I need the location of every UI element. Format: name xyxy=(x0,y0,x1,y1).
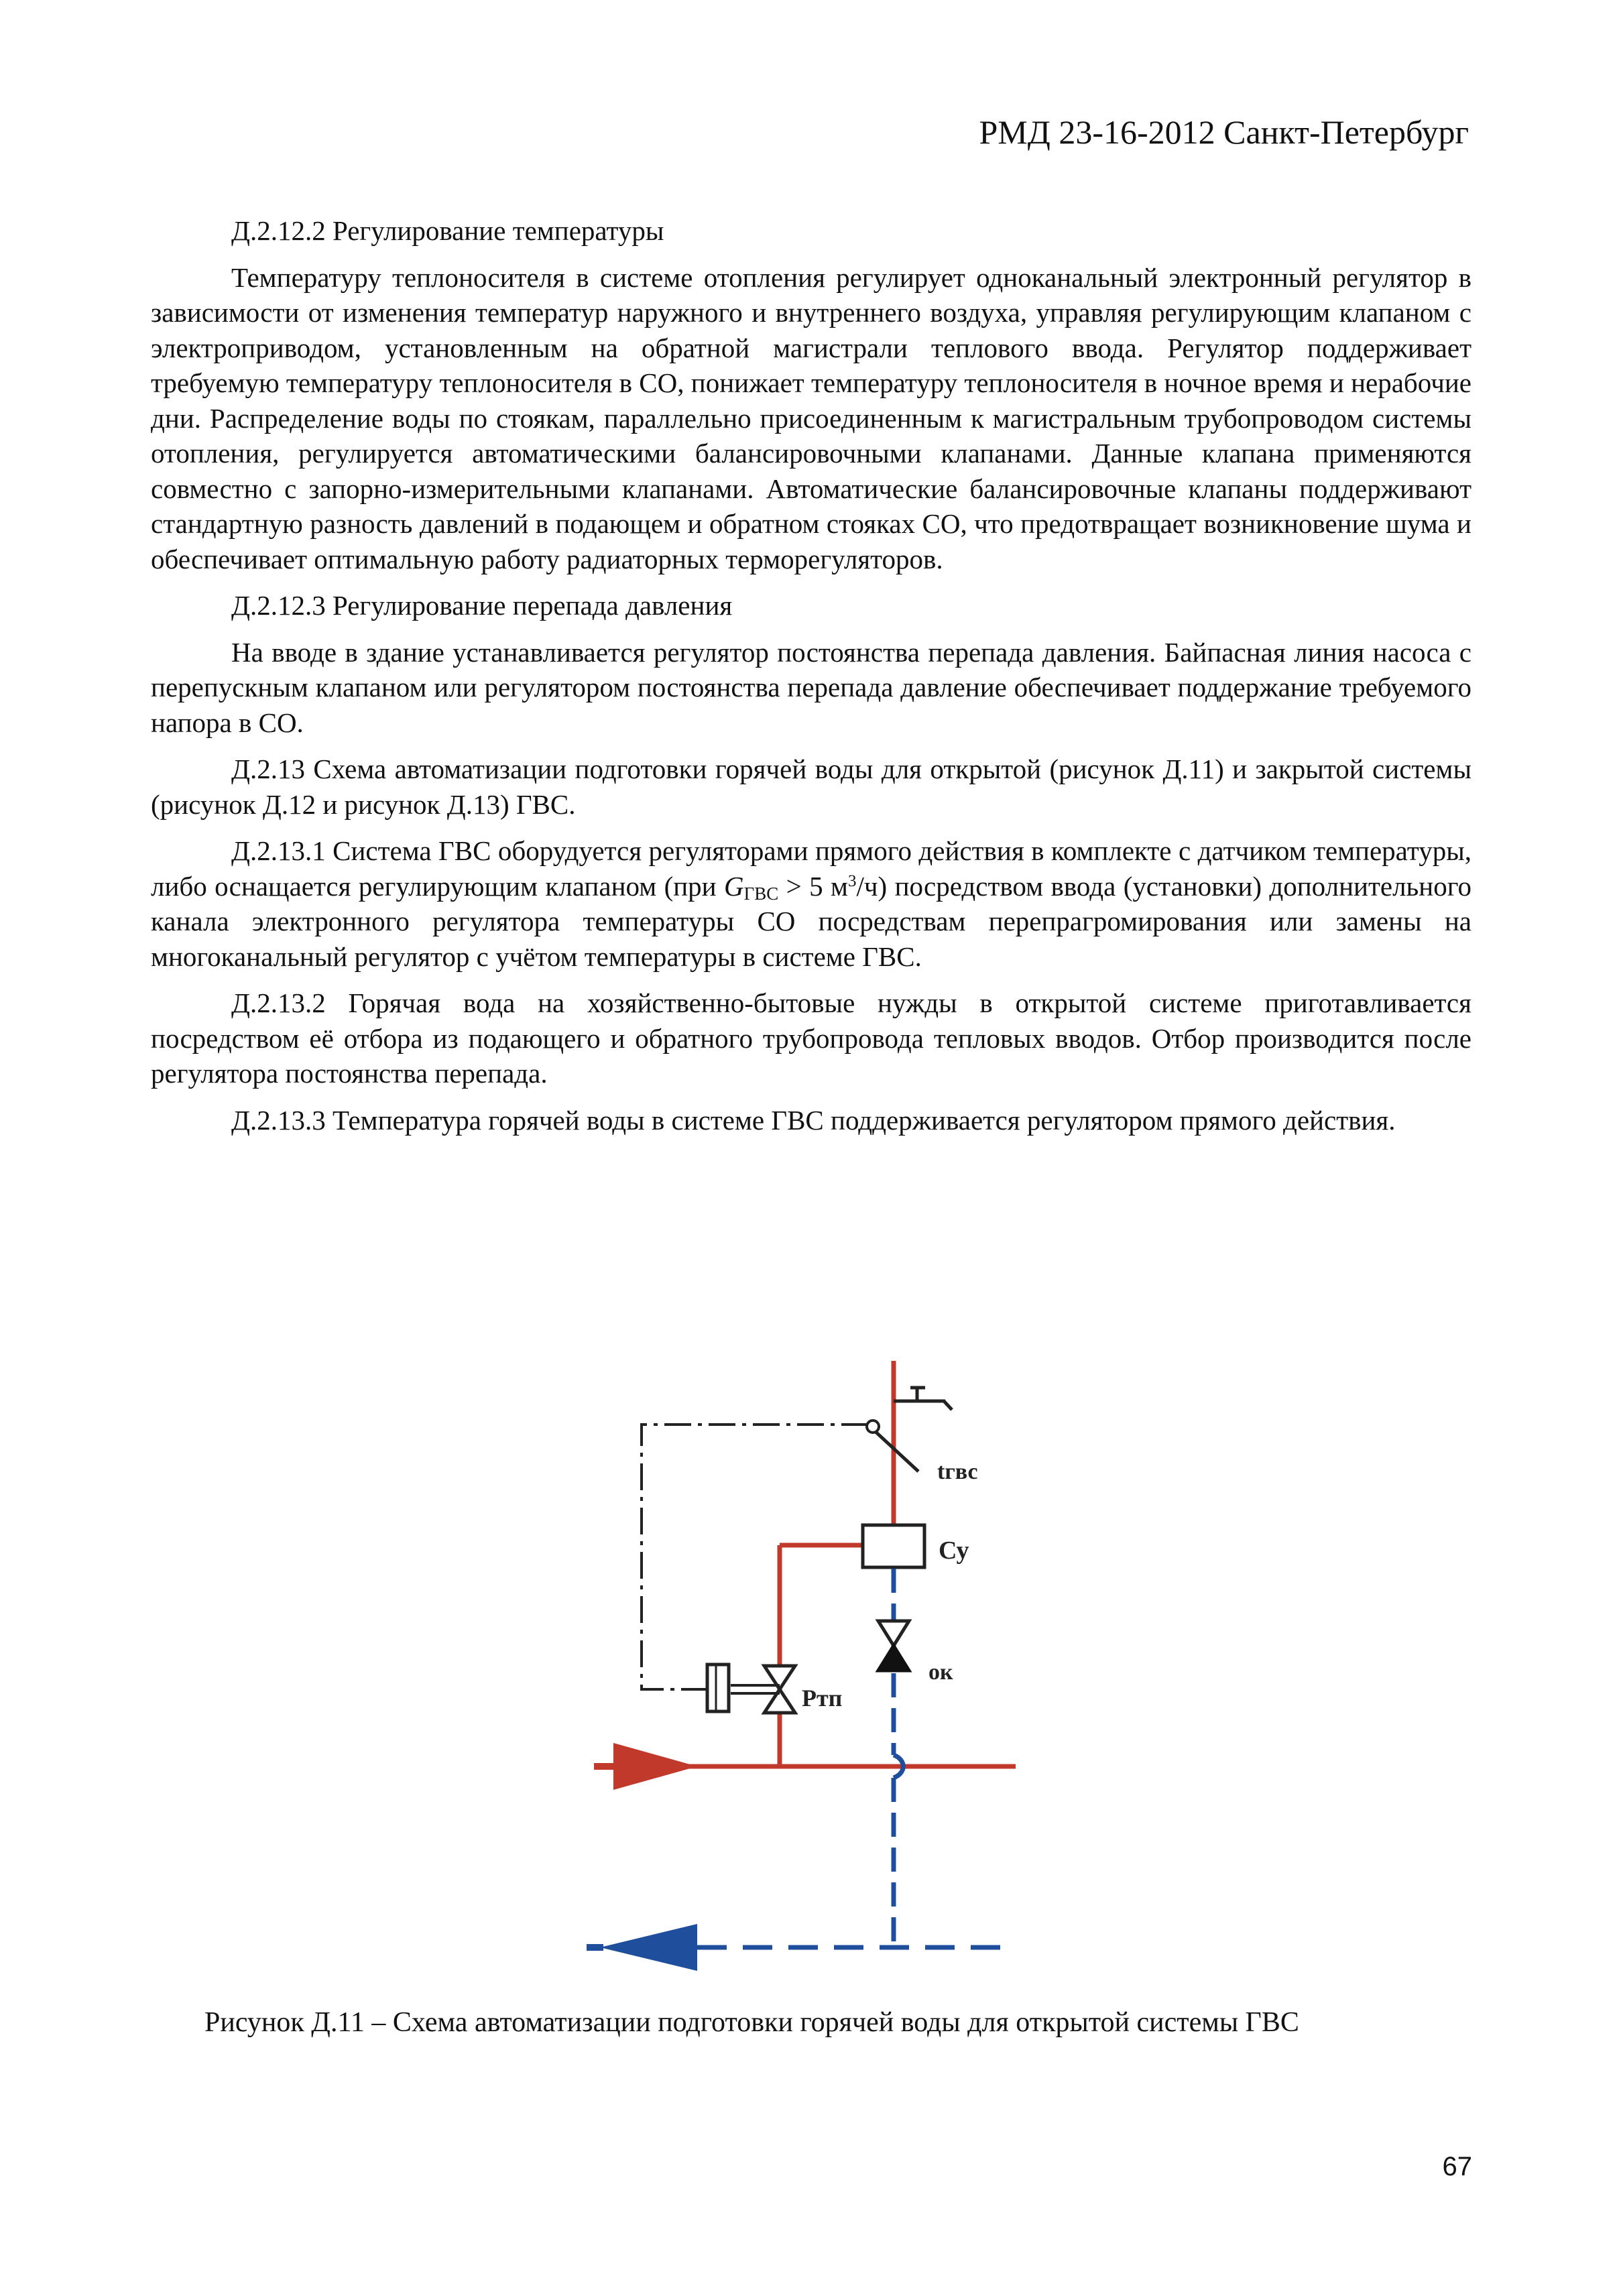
paragraph xyxy=(151,833,1471,974)
hot-water-scheme-diagram xyxy=(577,1334,1059,1978)
body-text xyxy=(151,213,1471,1149)
page-number: 67 xyxy=(1442,2152,1472,2181)
paragraph-part: Д.2.13.1 Система ГВС оборудуется регуляторами прямого действия в комплекте с датчиком температуры, либо оснащается регулирующим клапаном (при xyxy=(151,835,1471,902)
paragraph: Д.2.13.2 Горячая вода на хозяйственно-бытовые нужды в открытой системе приготавливается посредством её отбора из подающего и обратного трубопровода тепловых вводов. Отбор производится после регулятора постоянства перепада. xyxy=(151,987,1471,1089)
section-heading: Д.2.12.3 Регулирование перепада давления xyxy=(231,590,733,621)
paragraph: Д.2.13.3 Температура горячей воды в системе ГВС поддерживается регулятором прямого действия. xyxy=(231,1104,1396,1136)
tap-icon xyxy=(894,1388,952,1410)
supply-arrow xyxy=(613,1743,697,1790)
paragraph: На вводе в здание устанавливается регулятор постоянства перепада давления. Байпасная линия насоса с перепускным клапаном или регулятором постоянства перепада давление обеспечивает поддержание требуемого напора в СО. xyxy=(151,636,1471,738)
pressure-regulator-icon xyxy=(707,1665,795,1713)
t-gvs-label: tгвс xyxy=(937,1459,978,1484)
formula-power: 3 xyxy=(848,871,857,890)
paragraph: Температуру теплоносителя в системе отопления регулирует одноканальный электронный регулятор в зависимости от изменения температур наружного и внутреннего воздуха, управляя регулирующим клапаном с электроприводом, установленным на обратной магистрали теплового ввода. Регулятор поддерживает требуемую температуру теплоносителя в СО, понижает температуру теплоносителя в ночное время и нерабочие дни. Распределение воды по стоякам, параллельно присоединенным к магистральным трубопроводом системы отопления, регулируется автоматическими балансировочными клапанами. Данные клапана применяются совместно с запорно-измерительными клапанами. Автоматические балансировочные клапаны поддерживают стандартную разность давлений в подающем и обратном стояках СО, что предотвращает возникновение шума и обеспечивает оптимальную работу радиаторных терморегуляторов. xyxy=(151,261,1471,575)
rtp-label: Ртп xyxy=(802,1685,843,1711)
document-header: РМД 23-16-2012 Санкт-Петербург xyxy=(979,113,1469,151)
formula-unit: /ч) xyxy=(856,870,895,902)
su-device-box xyxy=(863,1525,924,1567)
figure-caption: Рисунок Д.11 – Схема автоматизации подготовки горячей воды для открытой системы ГВС xyxy=(204,2007,1299,2038)
control-signal-line xyxy=(642,1425,868,1689)
formula-relation: > 5 м xyxy=(778,870,848,902)
ok-label: ок xyxy=(928,1660,953,1685)
su-label: Су xyxy=(939,1536,969,1565)
paragraph-part: посредством ввода (установки) дополнительного канала электронного регулятора температуры СО посредствам перепрагромирования или замены на многоканальный регулятор с учётом температуры в системе ГВС. xyxy=(151,870,1471,972)
paragraph: Д.2.13 Схема автоматизации подготовки горячей воды для открытой (рисунок Д.11) и закрытой системы (рисунок Д.12 и рисунок Д.13) ГВС. xyxy=(151,753,1471,820)
formula-subscript: ГВС xyxy=(743,883,779,904)
formula-symbol: G xyxy=(724,870,744,902)
section-heading: Д.2.12.2 Регулирование температуры xyxy=(231,215,664,246)
check-valve-icon xyxy=(878,1621,909,1671)
return-arrow xyxy=(600,1924,697,1971)
